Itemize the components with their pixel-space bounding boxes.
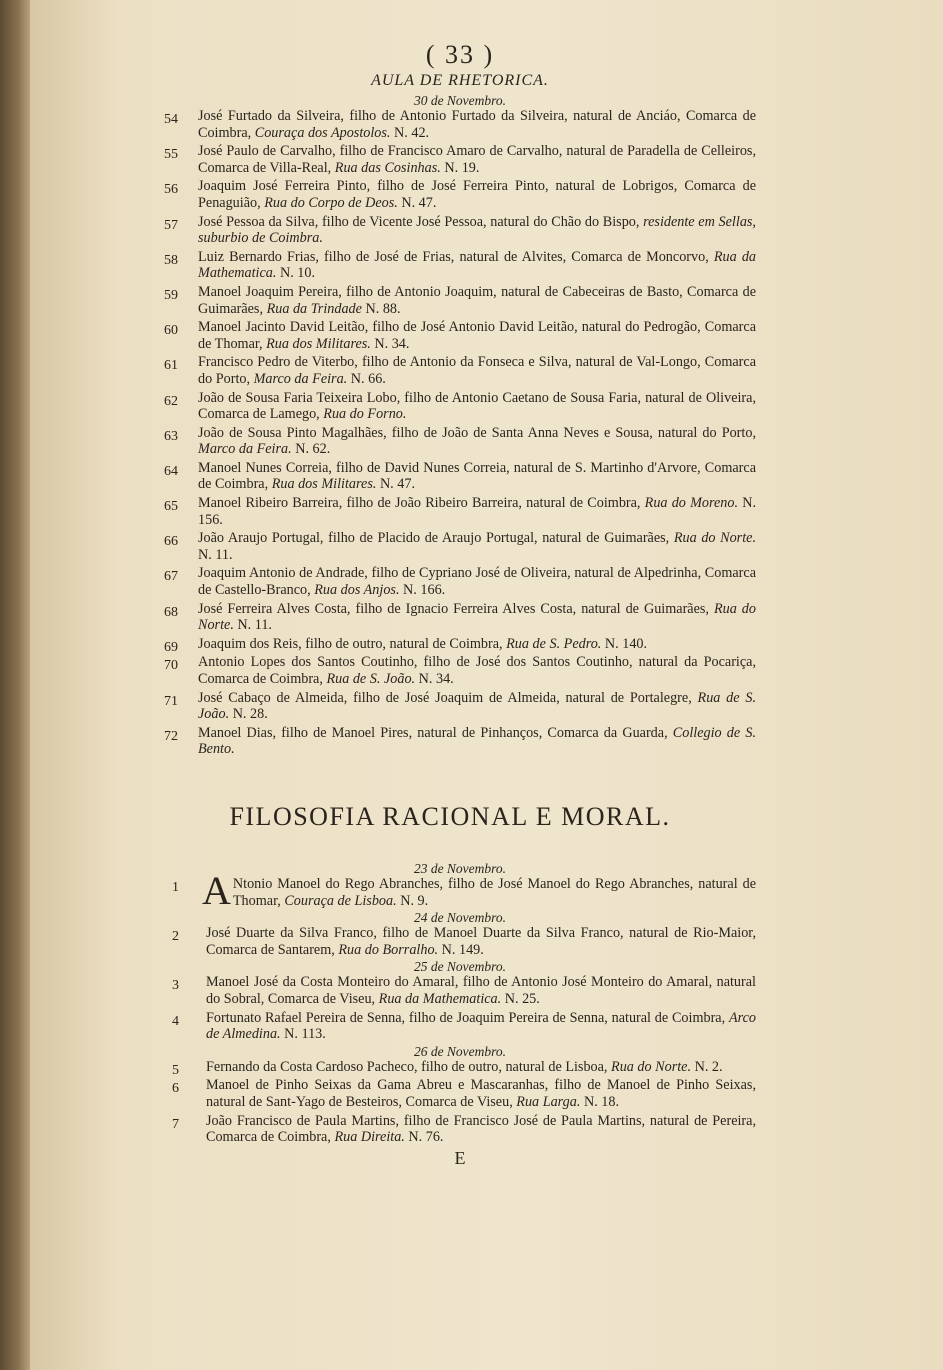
entry-64	[164, 460, 756, 493]
entry-number: 65	[164, 499, 178, 515]
entry-text: Manoel Ribeiro Barreira, filho de João Ribeiro Barreira, natural de Coimbra,	[198, 495, 645, 512]
entry-address: Rua da Trindade	[266, 300, 362, 317]
entry-number: 4	[172, 1013, 179, 1029]
entry-number: 3	[172, 978, 179, 994]
entry-71	[164, 690, 756, 723]
page-content	[164, 40, 756, 1169]
entry-number: 72	[164, 728, 178, 744]
entry-text: Manoel Dias, filho de Manoel Pires, natural de Pinhanços, Comarca da Guarda,	[198, 724, 673, 741]
entry-address: Rua do Norte.	[198, 600, 756, 634]
entry-3	[164, 974, 756, 1007]
entry-house-number: N. 25.	[501, 990, 540, 1007]
entry-text: Joaquim dos Reis, filho de outro, natural de Coimbra,	[198, 635, 507, 652]
entry-number: 2	[172, 929, 179, 945]
entry-text: José Duarte da Silva Franco, filho de Manoel Duarte da Silva Franco, natural de Rio-Maior, Comarca de Santarem,	[206, 925, 756, 958]
book-binding	[0, 0, 34, 1370]
entry-address: Rua do Moreno.	[644, 495, 739, 512]
entry-address: Couraça dos Apostolos.	[254, 124, 391, 141]
entry-text: Fortunato Rafael Pereira de Senna, filho de Joaquim Pereira de Senna, natural de Coimbra,	[206, 1009, 729, 1026]
entry-number: 1	[172, 879, 179, 895]
entry-text: Francisco Pedro de Viterbo, filho de Antonio da Fonseca e Silva, natural de Val-Longo, Comarca do Porto,	[198, 354, 756, 387]
entry-house-number: N. 19.	[440, 159, 480, 176]
entry-5	[164, 1059, 756, 1076]
entry-63	[164, 425, 756, 458]
entry-number: 55	[164, 147, 178, 163]
section-title-rhetorica: AULA DE RHETORICA.	[371, 72, 549, 89]
entry-number: 66	[164, 534, 178, 550]
entry-house-number: N. 156.	[198, 495, 757, 528]
section2-date: 25 de Novembro.	[413, 959, 507, 975]
entry-text: Fernando da Costa Cardoso Pacheco, filho de outro, natural de Lisboa,	[206, 1058, 612, 1075]
entry-text: Manoel Joaquim Pereira, filho de Antonio Joaquim, natural de Cabeceiras de Basto, Comarca de Guimarães,	[198, 283, 756, 317]
entry-text: José Pessoa da Silva, filho de Vicente José Pessoa, natural do Chão do Bispo,	[198, 213, 644, 230]
entry-text: Manoel Jacinto David Leitão, filho de José Antonio David Leitão, natural do Pedrogão, Comarca de Thomar,	[198, 319, 756, 352]
entry-61	[164, 354, 756, 387]
entry-house-number: N. 47.	[376, 476, 416, 493]
entry-text: José Furtado da Silveira, filho de Antonio Furtado da Silveira, natural de Anciáo, Comarca de Coimbra,	[198, 108, 756, 141]
entry-number: 71	[164, 693, 178, 709]
entry-house-number: N. 113.	[280, 1026, 326, 1043]
entry-text: Manoel Nunes Correia, filho de David Nunes Correia, natural de S. Martinho d'Arvore, Comarca de Coimbra,	[198, 459, 756, 493]
entry-house-number: N. 166.	[399, 582, 446, 599]
entry-text: José Cabaço de Almeida, filho de José Joaquim de Almeida, natural de Portalegre,	[198, 689, 698, 706]
entry-2	[164, 925, 756, 958]
entry-57	[164, 214, 756, 247]
entry-number: 67	[164, 569, 178, 585]
entry-text: José Paulo de Carvalho, filho de Francisco Amaro de Carvalho, natural de Paradella de Celleiros, Comarca de Villa-Real,	[198, 143, 756, 176]
entry-text: Manoel José da Costa Monteiro do Amaral, filho de Antonio José Monteiro do Amaral, natural do Sobral, Comarca de Viseu,	[206, 974, 756, 1007]
entry-number: 62	[164, 393, 178, 409]
section1-date: 30 de Novembro.	[413, 93, 507, 108]
entry-text: João de Sousa Pinto Magalhães, filho de João de Santa Anna Neves e Sousa, natural do Porto,	[198, 424, 756, 441]
section2-date: 26 de Novembro.	[413, 1043, 507, 1059]
section2-entries	[164, 862, 756, 1146]
entry-number: 68	[164, 604, 178, 620]
entry-number: 61	[164, 358, 178, 374]
entry-number: 56	[164, 182, 178, 198]
entry-72	[164, 725, 756, 758]
entry-70	[164, 654, 756, 687]
entry-address: Rua da Mathematica.	[198, 248, 757, 282]
entry-address: Couraça de Lisboa.	[284, 892, 397, 909]
entry-address: Rua dos Militares.	[271, 476, 377, 493]
entry-address: Arco de Almedina.	[206, 1009, 756, 1043]
section2-date: 23 de Novembro.	[413, 860, 507, 876]
entry-number: 64	[164, 463, 178, 479]
entry-4	[164, 1010, 756, 1043]
entry-text: Antonio Lopes dos Santos Coutinho, filho de José dos Santos Coutinho, natural da Pocariça, Comarca de Coimbra,	[198, 654, 756, 687]
entry-house-number: N. 34.	[370, 335, 410, 352]
entry-house-number: N. 62.	[291, 441, 331, 458]
entry-house-number: N. 11.	[233, 617, 272, 634]
entry-address: Rua de S. Pedro.	[506, 635, 602, 652]
entry-number: 70	[164, 658, 178, 674]
entry-address: Collegio de S. Bento.	[198, 724, 756, 758]
entry-55	[164, 143, 756, 176]
entry-66	[164, 530, 756, 563]
entry-house-number: N. 47.	[397, 194, 437, 211]
drop-cap: A	[202, 867, 231, 913]
entry-text: Joaquim José Ferreira Pinto, filho de José Ferreira Pinto, natural de Lobrigos, Comarca de Penaguião,	[198, 178, 756, 211]
entry-house-number: N. 76.	[404, 1129, 444, 1146]
entry-address: Marco da Feira.	[198, 441, 292, 458]
entry-number: 7	[172, 1116, 179, 1132]
entry-text: José Ferreira Alves Costa, filho de Ignacio Ferreira Alves Costa, natural de Guimarães,	[198, 600, 714, 617]
entry-number: 5	[172, 1062, 179, 1078]
entry-text: João de Sousa Faria Teixeira Lobo, filho de Antonio Caetano de Sousa Faria, natural de Oliveira, Comarca de Lamego,	[198, 389, 756, 423]
entry-7	[164, 1113, 756, 1146]
section-title-filosofia: FILOSOFIA RACIONAL E MORAL.	[229, 801, 671, 831]
entry-number: 57	[164, 217, 178, 233]
entry-house-number: N. 18.	[580, 1093, 620, 1110]
entry-text: Manoel de Pinho Seixas da Gama Abreu e Mascaranhas, filho de Manoel de Pinho Seixas, natural de Sant-Yago de Besteiros, Comarca de Viseu,	[206, 1077, 756, 1110]
book-page	[30, 0, 943, 1370]
entry-number: 60	[164, 323, 178, 339]
entry-text: Joaquim Antonio de Andrade, filho de Cypriano José de Oliveira, natural de Alpedrinha, Comarca de Castello-Branco,	[198, 565, 756, 599]
entry-address: residente em Sellas, suburbio de Coimbra.	[198, 213, 756, 247]
entry-house-number: N. 11.	[198, 546, 233, 563]
entry-6	[164, 1077, 756, 1110]
entry-house-number: N. 66.	[347, 370, 386, 387]
entry-58	[164, 249, 756, 282]
entry-number: 63	[164, 428, 178, 444]
entry-number: 54	[164, 112, 178, 127]
entry-62	[164, 390, 756, 423]
entry-address: Rua da Mathematica.	[378, 990, 502, 1007]
entry-59	[164, 284, 756, 317]
entry-address: Rua dos Anjos.	[314, 582, 400, 599]
entry-address: Rua do Borralho.	[338, 941, 439, 958]
entry-65	[164, 495, 756, 528]
entry-house-number: N. 140.	[601, 635, 648, 652]
entry-54	[164, 108, 756, 141]
entry-address: Rua do Norte.	[611, 1058, 692, 1075]
entry-address: Rua Larga.	[516, 1093, 581, 1110]
entry-56	[164, 178, 756, 211]
entry-number: 69	[164, 639, 178, 655]
entry-house-number: N. 88.	[361, 300, 401, 317]
entry-address: Rua do Corpo de Deos.	[264, 194, 398, 211]
entry-house-number: N. 28.	[229, 706, 268, 723]
entry-house-number: N. 42.	[390, 124, 430, 141]
section1-entries	[164, 108, 756, 758]
section2-date: 24 de Novembro.	[413, 910, 507, 926]
entry-house-number: N. 149.	[438, 941, 484, 958]
page-number: ( 33 )	[425, 40, 495, 69]
entry-address: Rua do Forno.	[323, 406, 407, 423]
entry-address: Rua de S. João.	[198, 689, 756, 723]
entry-text: João Francisco de Paula Martins, filho de Francisco José de Paula Martins, natural de Pereira, Comarca de Coimbra,	[206, 1112, 756, 1146]
entry-text: João Araujo Portugal, filho de Placido de Araujo Portugal, natural de Guimarães,	[198, 530, 674, 547]
entry-house-number: N. 34.	[415, 671, 454, 687]
entry-text: Ntonio Manoel do Rego Abranches, filho de José Manoel do Rego Abranches, natural de Thomar,	[232, 875, 756, 909]
entry-address: Rua dos Militares.	[266, 335, 371, 352]
entry-house-number: N. 9.	[396, 892, 429, 909]
entry-number: 58	[164, 252, 178, 268]
entry-69	[164, 636, 756, 653]
entry-address: Rua Direita.	[334, 1129, 405, 1146]
entry-house-number: N. 2.	[691, 1058, 723, 1075]
entry-address: Rua do Norte.	[673, 530, 756, 547]
entry-67	[164, 565, 756, 598]
entry-address: Rua das Cosinhas.	[334, 159, 441, 176]
entry-text: Luiz Bernardo Frias, filho de José de Frias, natural de Alvites, Comarca de Moncorvo,	[198, 248, 714, 265]
catchword: E	[454, 1147, 466, 1168]
entry-address: Marco da Feira.	[253, 370, 348, 387]
entry-68	[164, 601, 756, 634]
entry-address: Rua de S. João.	[326, 671, 416, 687]
entry-60	[164, 319, 756, 352]
entry-number: 59	[164, 287, 178, 303]
entry-house-number: N. 10.	[276, 265, 316, 282]
entry-number: 6	[172, 1081, 179, 1097]
